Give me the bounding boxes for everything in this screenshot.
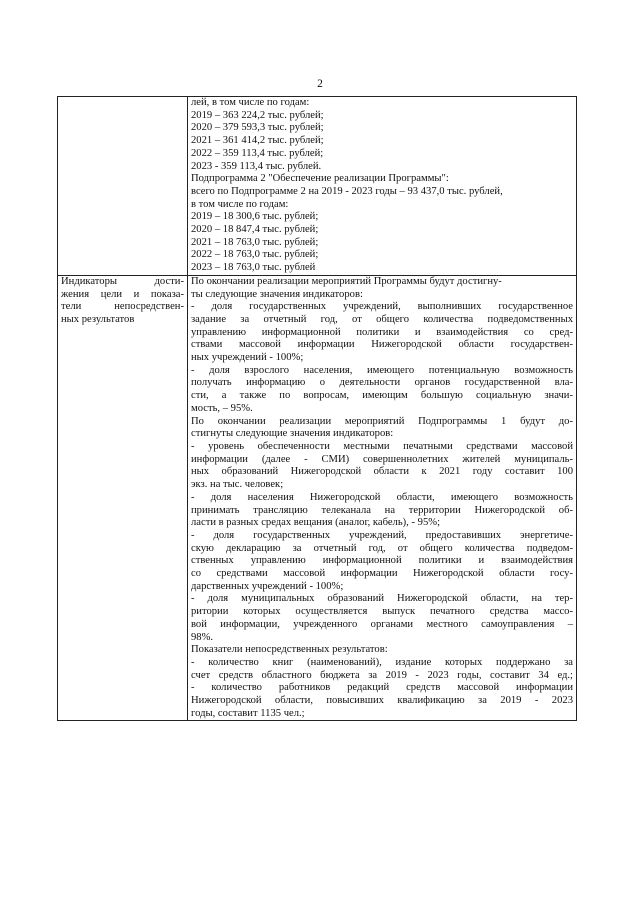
- text-line: дарственных учреждений - 100%;: [191, 580, 344, 592]
- text-line: информации (далее - СМИ) совершеннолетних жителей муниципаль-: [191, 453, 573, 465]
- text-line: 2022 – 18 763,0 тыс. рублей;: [191, 249, 319, 261]
- row2-right-cell: [188, 275, 577, 721]
- text-line: Индикаторы дости-: [61, 275, 184, 287]
- text-line: ствами массовой информации Нижегородской области государствен-: [191, 339, 573, 351]
- text-line: - доля государственных учреждений, выполнивших государственное: [191, 301, 573, 313]
- text-line: - количество книг (наименований), издание которых поддержано за: [191, 656, 573, 668]
- text-line: По окончании реализации мероприятий Подпрограммы 1 будут до-: [191, 415, 573, 427]
- text-line: 2021 – 361 414,2 тыс. рублей;: [191, 135, 324, 147]
- row1-right-cell: [188, 97, 577, 276]
- text-line: По окончании реализации мероприятий Программы будут достигну-: [191, 275, 502, 287]
- row2-left-cell: [58, 275, 188, 721]
- text-line: ласти в разных средах вещания (аналог, кабель), - 95%;: [191, 517, 441, 529]
- text-line: Показатели непосредственных результатов:: [191, 644, 388, 656]
- text-line: 2022 – 359 113,4 тыс. рублей;: [191, 147, 324, 159]
- text-line: Нижегородской области, повысивших квалификацию за 2019 - 2023: [191, 695, 573, 707]
- text-line: 2023 – 18 763,0 тыс. рублей: [191, 262, 316, 274]
- text-line: 2021 – 18 763,0 тыс. рублей;: [191, 236, 319, 248]
- page-number: 2: [317, 78, 323, 90]
- text-line: лей, в том числе по годам:: [191, 97, 310, 108]
- passport-table: [57, 96, 577, 721]
- text-line: управлению информационной политики и взаимодействия со сред-: [191, 326, 573, 338]
- text-line: годы, составит 1135 чел.;: [191, 707, 305, 719]
- text-line: счет средств областного бюджета за 2019 - 2023 годы, составит 34 ед.;: [191, 669, 573, 681]
- row1-left-cell: [58, 97, 188, 276]
- text-line: со средствами массовой информации Нижегородской области госу-: [191, 568, 573, 580]
- text-line: в том числе по годам:: [191, 198, 289, 210]
- text-line: мость, – 95%.: [191, 402, 253, 414]
- text-line: - доля взрослого населения, имеющего потенциальную возможность: [191, 364, 573, 376]
- text-line: получать информацию о деятельности органов государственной вла-: [191, 377, 573, 389]
- text-line: 2020 – 18 847,4 тыс. рублей;: [191, 224, 319, 236]
- text-line: принимать трансляцию телеканала на территории Нижегородской об-: [191, 504, 573, 516]
- text-line: задание за отчетный год, от общего количества подведомственных: [191, 313, 573, 325]
- text-line: ты следующие значения индикаторов:: [191, 288, 363, 300]
- text-line: ных учреждений - 100%;: [191, 352, 304, 364]
- text-line: ственных управлению информационной политики и взаимодействия: [191, 555, 573, 567]
- text-line: сти, а также по вопросам, имеющим большую социальную значи-: [191, 390, 573, 402]
- text-line: 2019 – 363 224,2 тыс. рублей;: [191, 109, 324, 121]
- text-line: тели непосредствен-: [61, 301, 184, 313]
- text-line: 2023 - 359 113,4 тыс. рублей.: [191, 160, 322, 172]
- text-line: вой информации, учрежденного органами местного самоуправления –: [191, 618, 573, 630]
- text-line: ритории которых осуществляется выпуск печатного средства массо-: [191, 606, 573, 618]
- text-line: - доля государственных учреждений, предоставивших энергетиче-: [191, 529, 573, 541]
- text-line: скую декларацию за отчетный год, от общего количества подведом-: [191, 542, 573, 554]
- text-line: ных результатов: [61, 313, 135, 325]
- table-row: [58, 97, 577, 276]
- text-line: - доля населения Нижегородской области, имеющего возможность: [191, 491, 573, 503]
- text-line: всего по Подпрограмме 2 на 2019 - 2023 годы – 93 437,0 тыс. рублей,: [191, 185, 503, 197]
- text-line: 2019 – 18 300,6 тыс. рублей;: [191, 211, 319, 223]
- text-line: 2020 – 379 593,3 тыс. рублей;: [191, 122, 324, 134]
- text-line: - доля муниципальных образований Нижегородской области, на тер-: [191, 593, 573, 605]
- text-line: жения цели и показа-: [61, 288, 184, 300]
- text-line: 98%.: [191, 631, 214, 643]
- text-line: ных образований Нижегородской области к 2021 году составит 100: [191, 466, 573, 478]
- text-line: стигнуты следующие значения индикаторов:: [191, 428, 394, 440]
- text-line: - количество работников редакций средств массовой информации: [191, 682, 573, 694]
- table-row: [58, 275, 577, 721]
- text-line: - уровень обеспеченности местными печатными средствами массовой: [191, 440, 573, 452]
- text-line: экз. на тыс. человек;: [191, 479, 284, 491]
- text-line: Подпрограмма 2 "Обеспечение реализации Программы":: [191, 173, 449, 185]
